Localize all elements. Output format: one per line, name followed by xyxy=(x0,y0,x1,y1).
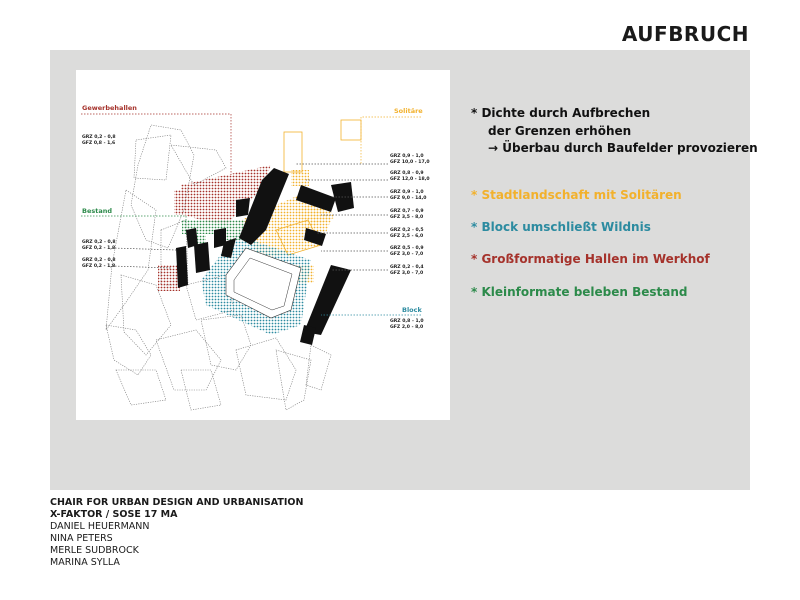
value-text: GFZ 0,2 - 1,8 xyxy=(82,246,116,251)
value-text: GRZ 0,2 - 0,8 xyxy=(82,135,116,140)
value-text: GFZ 10,0 - 17,0 xyxy=(390,160,430,165)
value-text: GRZ 0,2 - 0,5 xyxy=(390,228,424,233)
right-value-group xyxy=(390,265,424,277)
right-value-group xyxy=(390,171,430,183)
label-block: Block xyxy=(402,306,422,314)
bullet-bestand: * Kleinformate beleben Bestand xyxy=(471,285,688,299)
right-value-group xyxy=(390,228,424,240)
author-name: MARINA SYLLA xyxy=(50,557,120,568)
right-value-group xyxy=(390,319,424,331)
site-plan-drawing xyxy=(76,70,450,420)
value-text: GRZ 0,2 - 0,4 xyxy=(390,265,424,270)
value-text: GFZ 0,8 - 1,6 xyxy=(82,141,116,146)
value-text: GFZ 9,0 - 14,0 xyxy=(390,196,427,201)
value-text: GFZ 2,5 - 6,0 xyxy=(390,234,424,239)
intro-line-2: der Grenzen erhöhen xyxy=(488,124,632,138)
right-value-group xyxy=(390,154,430,166)
value-text: GFZ 0,2 - 1,8 xyxy=(82,264,116,269)
label-bestand: Bestand xyxy=(82,207,113,215)
right-value-group xyxy=(390,209,424,221)
value-text: GRZ 0,9 - 1,0 xyxy=(390,190,424,195)
left-value-group xyxy=(82,135,116,147)
value-text: GRZ 0,8 - 0,9 xyxy=(390,171,424,176)
credits xyxy=(50,497,303,569)
value-text: GRZ 0,7 - 0,9 xyxy=(390,209,424,214)
value-text: GRZ 0,2 - 0,8 xyxy=(82,240,116,245)
intro-line-1: * Dichte durch Aufbrechen xyxy=(471,106,651,120)
label-solitaere: Solitäre xyxy=(394,107,423,115)
author-name: MERLE SUDBROCK xyxy=(50,545,139,556)
value-text: GFZ 3,0 - 7,0 xyxy=(390,252,424,257)
bullet-block: * Block umschließt Wildnis xyxy=(471,220,651,234)
left-value-group xyxy=(82,240,116,252)
left-value-group xyxy=(82,258,116,270)
label-gewerbehallen: Gewerbehallen xyxy=(82,104,137,112)
intro-line-3: → Überbau durch Baufelder provozieren xyxy=(488,141,758,155)
course-name: X-FAKTOR / SOSE 17 MA xyxy=(50,509,178,520)
value-text: GRZ 0,5 - 0,9 xyxy=(390,246,424,251)
right-value-group xyxy=(390,190,427,202)
value-text: GFZ 2,0 - 8,0 xyxy=(390,325,424,330)
chair-name: CHAIR FOR URBAN DESIGN AND URBANISATION xyxy=(50,497,304,508)
bullet-hallen: * Großformatige Hallen im Werkhof xyxy=(471,252,710,266)
value-text: GRZ 0,2 - 0,8 xyxy=(82,258,116,263)
value-text: GFZ 3,0 - 7,0 xyxy=(390,271,424,276)
value-text: GRZ 0,8 - 1,0 xyxy=(390,319,424,324)
bullet-solitaere: * Stadtlandschaft mit Solitären xyxy=(471,188,682,202)
value-text: GFZ 3,5 - 8,0 xyxy=(390,215,424,220)
site-plan xyxy=(76,70,450,420)
author-name: NINA PETERS xyxy=(50,533,113,544)
author-name: DANIEL HEUERMANN xyxy=(50,521,150,532)
right-value-group xyxy=(390,246,424,258)
value-text: GFZ 12,0 - 18,0 xyxy=(390,177,430,182)
value-text: GRZ 0,9 - 1,0 xyxy=(390,154,424,159)
page-title: AUFBRUCH xyxy=(621,22,749,46)
